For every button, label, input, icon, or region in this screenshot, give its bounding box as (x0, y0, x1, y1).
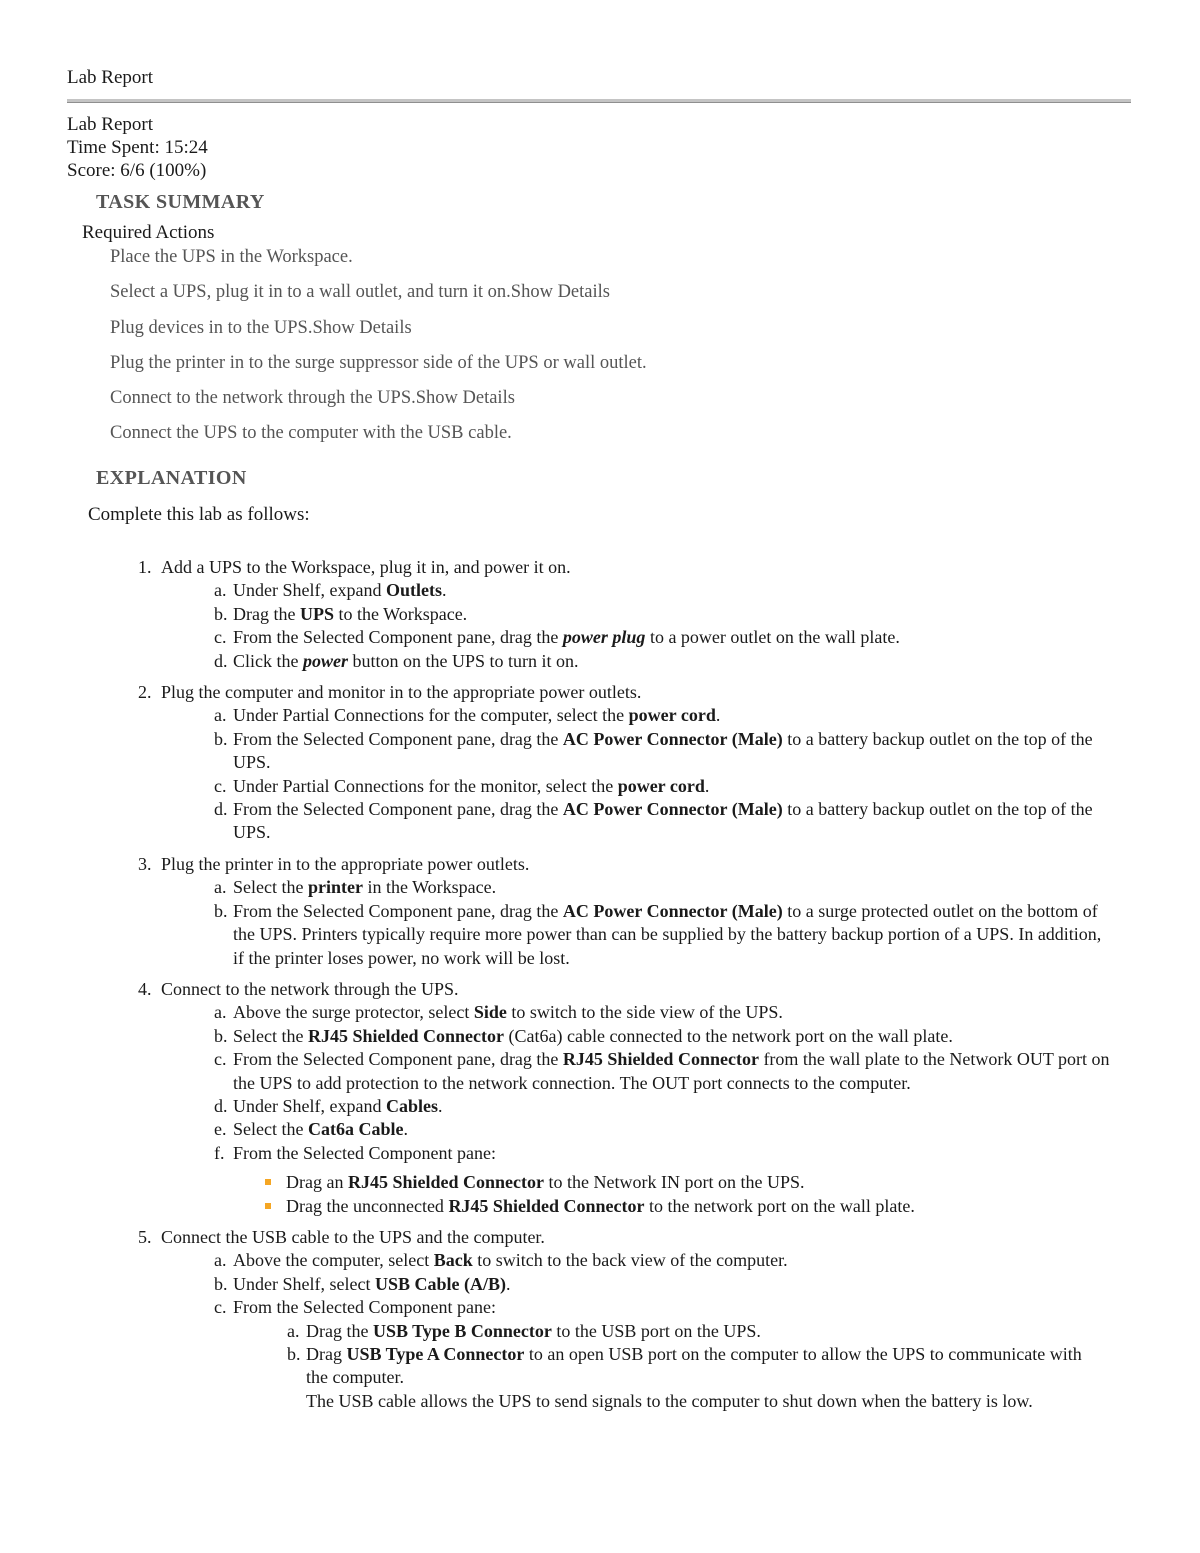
step-title: Connect to the network through the UPS. (161, 978, 459, 999)
step-text (0, 556, 1200, 579)
bold-term: power cord (617, 775, 705, 796)
bold-term: Cat6a Cable (307, 1119, 404, 1140)
step-number: 2. (138, 682, 152, 703)
bold-term: printer (307, 877, 363, 898)
text-run: Drag the (233, 603, 300, 624)
text-run: . (715, 705, 721, 726)
text-run: From the Selected Component pane, drag the (233, 799, 563, 820)
text-run: Above the computer, select (233, 1250, 434, 1271)
bold-term: RJ45 Shielded Connector (347, 1172, 544, 1193)
required-actions-list (110, 246, 647, 458)
text-run: From the Selected Component pane, drag the (233, 900, 563, 921)
bullet-square-icon (265, 1179, 271, 1185)
step-text (0, 681, 1200, 704)
subsubstep-note: The USB cable allows the UPS to send signals to the computer to shut down when the battery is low. (306, 1390, 1033, 1411)
substep-letter: d. (214, 1095, 228, 1116)
step-number: 3. (138, 853, 152, 874)
substep-item (0, 1025, 1200, 1048)
bold-term: UPS (299, 603, 334, 624)
step-item (0, 1226, 1200, 1413)
substep-letter: a. (214, 877, 227, 898)
bold-term: AC Power Connector (Male) (562, 799, 783, 820)
text-run: to switch to the side view of the UPS. (506, 1002, 783, 1023)
substep-letter: b. (214, 603, 228, 624)
substep-letter: c. (214, 627, 227, 648)
substep-item (0, 1273, 1200, 1296)
step-item (0, 853, 1200, 978)
text-run: to the USB port on the UPS. (551, 1320, 761, 1341)
substep-item (0, 1296, 1200, 1413)
bold-term: RJ45 Shielded Connector (448, 1195, 645, 1216)
required-actions-title: Required Actions (82, 222, 215, 243)
substep-item (0, 1249, 1200, 1272)
required-action-item (110, 352, 647, 387)
bold-term: USB Type B Connector (372, 1320, 552, 1341)
time-spent: Time Spent: 15:24 (67, 137, 208, 158)
task-summary-heading: TASK SUMMARY (96, 191, 265, 213)
step-text (0, 853, 1200, 876)
bold-term: Side (473, 1002, 507, 1023)
required-action-text: Connect to the network through the UPS. (110, 388, 416, 409)
text-run: Drag an (286, 1172, 348, 1193)
text-run: to a power outlet on the wall plate. (645, 627, 900, 648)
substep-item (0, 775, 1200, 798)
text-run: to a battery backup outlet on the top of the UPS. (233, 799, 1093, 843)
text-run: From the Selected Component pane: (233, 1297, 496, 1318)
substep-letter: b. (214, 900, 228, 921)
substep-letter: a. (214, 580, 227, 601)
text-run: From the Selected Component pane, drag the (233, 1049, 563, 1070)
step-spacer (0, 1218, 1200, 1226)
text-run: Drag the unconnected (286, 1195, 449, 1216)
report-title: Lab Report (67, 114, 154, 135)
substep-item (0, 876, 1200, 899)
text-run: Under Shelf, expand (233, 580, 386, 601)
substep-item (0, 626, 1200, 649)
bold-term: AC Power Connector (Male) (562, 728, 783, 749)
substep-item (0, 650, 1200, 673)
substep-item (0, 704, 1200, 727)
step-text (0, 1226, 1200, 1249)
substep-item (0, 1001, 1200, 1024)
text-run: Drag (306, 1344, 347, 1364)
text-run: to the Network IN port on the UPS. (544, 1172, 805, 1193)
required-action-text: Plug devices in to the UPS. (110, 317, 313, 338)
substep-letter: b. (214, 728, 228, 749)
bold-term: Outlets (385, 580, 442, 601)
substep-letter: c. (214, 775, 227, 796)
required-action-text: Place the UPS in the Workspace. (110, 247, 353, 267)
substep-item (0, 1118, 1200, 1141)
text-run: (Cat6a) cable connected to the network port on the wall plate. (504, 1025, 953, 1046)
text-run: Select the (233, 1025, 308, 1046)
explanation-intro: Complete this lab as follows: (88, 504, 310, 525)
bullet-square-icon (265, 1203, 271, 1209)
step-spacer (0, 845, 1200, 853)
text-run: From the Selected Component pane, drag the (233, 728, 563, 749)
subsubstep-item (0, 1320, 1200, 1343)
step-title: Connect the USB cable to the UPS and the computer. (161, 1226, 545, 1247)
bold-term: Cables (385, 1095, 438, 1116)
text-run: Under Partial Connections for the monitor, select the (233, 775, 618, 796)
substep-list (0, 579, 1200, 673)
substep-item (0, 1142, 1200, 1218)
text-run: button on the UPS to turn it on. (348, 650, 579, 671)
step-title: Add a UPS to the Workspace, plug it in, and power it on. (161, 557, 571, 577)
substep-letter: b. (214, 1025, 228, 1046)
substep-letter: d. (214, 799, 228, 820)
substep-list (0, 1249, 1200, 1413)
bullet-item (0, 1195, 1115, 1218)
text-run: in the Workspace. (362, 877, 497, 898)
step-item (0, 556, 1200, 681)
substep-item (0, 603, 1200, 626)
text-run: Under Partial Connections for the computer, select the (233, 705, 629, 726)
text-run: to an open USB port on the computer to allow the UPS to communicate with the computer. (306, 1344, 1082, 1388)
text-run: Click the (233, 650, 303, 671)
subsubstep-item (0, 1343, 1200, 1413)
text-run: Select the (233, 1119, 308, 1140)
substep-item (0, 1048, 1200, 1095)
text-run: to a battery backup outlet on the top of the UPS. (233, 728, 1093, 773)
required-action-item (110, 387, 647, 422)
substep-letter: f. (214, 1142, 225, 1163)
substep-letter: a. (214, 705, 227, 726)
substep-letter: a. (214, 1250, 227, 1271)
step-item (0, 978, 1200, 1226)
required-action-text: Select a UPS, plug it in to a wall outlet, and turn it on. (110, 282, 511, 303)
required-action-item (110, 281, 647, 316)
substep-letter: c. (214, 1297, 227, 1318)
text-run: From the Selected Component pane, drag the (233, 627, 563, 648)
required-action-item (110, 246, 647, 281)
text-run: to a surge protected outlet on the bottom of the UPS. Printers typically require more power than can be supplied by the battery backup portion of a UPS. In addition, if the printer loses power, no work will be lost. (233, 900, 1102, 968)
bold-term: RJ45 Shielded Connector (307, 1025, 504, 1046)
page-header-title: Lab Report (67, 67, 154, 88)
explanation-heading: EXPLANATION (96, 467, 247, 489)
substep-letter: e. (214, 1119, 227, 1140)
step-spacer (0, 673, 1200, 681)
subsubstep-list (0, 1320, 1200, 1414)
required-action-item (110, 422, 647, 457)
substep-item (0, 900, 1200, 970)
substep-item (0, 798, 1200, 845)
substep-letter: d. (214, 650, 228, 671)
show-details-link[interactable]: Show Details (312, 317, 412, 338)
text-run: From the Selected Component pane: (233, 1142, 496, 1163)
header-divider (67, 99, 1131, 103)
text-run: Under Shelf, select (233, 1273, 375, 1294)
required-action-text: Plug the printer in to the surge suppressor side of the UPS or wall outlet. (110, 352, 647, 373)
text-run: from the wall plate to the Network OUT port on the UPS to add protection to the network connection. The OUT port connects to the computer. (233, 1049, 1110, 1093)
step-text (0, 978, 1200, 1001)
step-number: 1. (138, 557, 152, 577)
text-run: . (505, 1273, 511, 1294)
text-run: . (403, 1119, 408, 1140)
text-run: . (704, 775, 710, 796)
text-run: . (437, 1095, 443, 1116)
step-number: 4. (138, 978, 152, 999)
text-run: Drag the (306, 1320, 373, 1341)
bold-term: power cord (628, 705, 716, 726)
bold-italic-term: power plug (562, 627, 646, 648)
substep-letter: c. (214, 1049, 227, 1070)
step-item (0, 681, 1200, 853)
text-run: to the Workspace. (334, 603, 468, 624)
substep-letter: a. (214, 1002, 227, 1023)
substep-list (0, 1001, 1200, 1218)
bold-term: USB Type A Connector (346, 1344, 525, 1364)
bold-term: AC Power Connector (Male) (562, 900, 783, 921)
step-spacer (0, 970, 1200, 978)
bold-italic-term: power (303, 650, 348, 671)
text-run: . (441, 580, 447, 601)
required-action-item (110, 317, 647, 352)
bold-term: RJ45 Shielded Connector (562, 1049, 759, 1070)
text-run: to switch to the back view of the computer. (472, 1250, 788, 1271)
text-run: to the network port on the wall plate. (644, 1195, 915, 1216)
show-details-link[interactable]: Show Details (415, 388, 515, 409)
step-number: 5. (138, 1226, 152, 1247)
substep-list (0, 876, 1200, 970)
step-title: Plug the computer and monitor in to the appropriate power outlets. (161, 682, 642, 703)
report-meta (67, 113, 208, 182)
subsubstep-letter: a. (287, 1320, 300, 1341)
bold-term: Back (433, 1250, 473, 1271)
bullet-list (0, 1171, 1115, 1218)
text-run: Select the (233, 877, 308, 898)
subsubstep-letter: b. (287, 1344, 301, 1364)
substep-letter: b. (214, 1273, 228, 1294)
substep-item (0, 1095, 1200, 1118)
bullet-item (0, 1171, 1115, 1194)
show-details-link[interactable]: Show Details (510, 282, 610, 303)
substep-list (0, 704, 1200, 844)
substep-item (0, 728, 1200, 775)
required-action-text: Connect the UPS to the computer with the USB cable. (110, 423, 512, 444)
step-title: Plug the printer in to the appropriate power outlets. (161, 853, 530, 874)
text-run: Under Shelf, expand (233, 1095, 386, 1116)
text-run: Above the surge protector, select (233, 1002, 474, 1023)
bold-term: USB Cable (A/B) (374, 1273, 506, 1294)
explanation-steps (0, 556, 1200, 1413)
substep-item (0, 579, 1200, 602)
score: Score: 6/6 (100%) (67, 160, 207, 181)
